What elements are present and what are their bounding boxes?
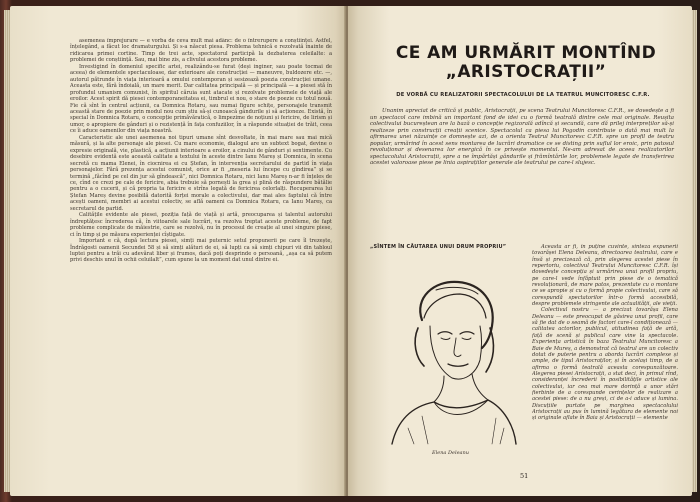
portrait-sketch (378, 268, 520, 446)
page-number: 51 (520, 472, 529, 480)
left-paragraph-2: Investigind în domeniul specific artei, realizându-se furat (deși inginer, sau poate tocmai de aceea) de elementele spectaculoase, dar exterioare ale construcției — maneuvre, buldozere etc. —, autorul pătrunde în viața interioară a omului contemporan și sesizează poezia construcției umane. Aceasta este, fără îndoială, un mare merit. Dar calitatea principală — și principală — a piesei stă în profundul umanism comunist, în spiritul căruia sunt atacate și rezolvate problemele de viață ale eroilor. Acest spirit dă piesei contemporaneitatea ei, timbrul ei nou, o stare de poezie cu totul nouă. Fie că sînt în centrul acțiunii, ca Domnica Rotaru, sau numai figure schițe, personajele transmit această stare de poezie prin modul nou cum știu să-și cunoască gândurile și să acționeze. Există, în special în Domnica Rotaru, o concepție primăvăratică, o limpezime de noțiuni și fericire, de lirism și umor, o apropiere de gânduri și o rezistență în fața confuziilor, în a răspunde situației de trăit, ceea ce îi aduce oamenilor din viața noastră. (70, 63, 332, 135)
left-paragraph-1: asemenea împrejurare — e vorba de ceva mult mai adânc: de o întrerupere a conștiinței. Astfel, înțelegând, a făcut loc dramaturgului. Și s-a născut piesa. Problema tehnică e rezolvată înainte de ridicarea primei cortine. Timp de trei acte, spectatorul participă la dezbaterea celeilalte: a problemei de conștiință. Sau, mai bine zis, a clivului acestora probleme. (70, 38, 332, 64)
left-paragraph-5: Important e că, după lectura piesei, simți mai puternic setul propunerii pe care îl trezește, Îndrăgosti oamenii Secundei 58 și să simți alături de ei, să lupți ca să simți chipuri vii din tabloul luptei pentru a trăi cu adevărat liber și frumos, dacă poți desprinde o persoană, „așa ca să putem privi deschis unul în ochii celuilalt”, cum spune la un moment dat unul dintre ei. (70, 238, 332, 264)
article-subtitle: DE VORBĂ CU REALIZATORII SPECTACOLULUI DE LA TEATRUL MUNCITORESC C.F.R. (396, 92, 650, 98)
intro-paragraph: Unanim apreciat de critică și public, Aristocrații, pe scena Teatrului Muncitoresc C.F.R., se dovedește a fi un spectacol care imbină un important fond de idei cu o formă teatrală dintre cele mai originale. Reușita colectivului bucureștean are la bază o concepție regizorală adîncă și secundă, care dă prilej interpreților să-și realizeze prin construcții creații scenice. Spectacolul ca piesa lui Pogodin contribuie o dată mai mult la afirmarea unei năzuințe ce domnește azi, de a orienta Teatrul Muncitoresc C.F.R. spre un profil de teatru popular, urmărind în acest sens montarea de lucrări dramatice ce se disting prin suflul lor eroic, prin patosul revoluționar și desenarea lor energică în ce privește momentul. Ne-am adresat de aceea realizatorilor spectacolului Aristocrații, spre a ne împărtăși gândurile și frămîntările lor, problemele legate de transferirea acestei valoroase piese pe linia aspirațiilor generale ale teatrului pe care-l slujesc. (370, 108, 674, 167)
right-paragraph-1: Aceasta ar fi, în puține cuvinte, sinteza expunerii tovarășei Elena Deleanu, directoarea teatrului, care e însă și precizează că, prin alegerea acestei piese în repertoriu, colectivul Teatrului Muncitoresc C.F.R. își dovedește concepția și urmărirea unui profil propriu, pe care-l vede înfăptuit prin piese de o tematică revoluționară, de mare patos, prezentate cu o montare ce se apropie și cu o formă propie colectivului, care să corespundă spectatorilor într-o formă accesibilă, despre problemele stringente ale actualității, ale vieții. (532, 244, 678, 308)
article-title-line-1: CE AM URMĂRIT MONTÎND (395, 43, 657, 63)
article-title-line-2: „ARISTOCRAȚII” (445, 62, 607, 82)
right-page (348, 6, 692, 496)
section-heading: „SÎNTEM ÎN CĂUTAREA UNUI DRUM PROPRIU” (370, 244, 507, 250)
page-edge-right (692, 10, 697, 492)
article-title (386, 44, 666, 82)
left-paragraph-4: Calitățile evidente ale piesei, poziția față de viață și artă, preocuparea și talentul autorului îndreptățesc încrederea că, în viitoarele sale lucrări, va rezolva treptat aceste probleme, de fapt probleme complicate de măiestrie, care se rezolvă, nu în procesul de creație al unei singure piese, ci în timp și pe măsura experienței cîștigate. (70, 212, 332, 238)
portrait-caption: Elena Deleanu (432, 450, 469, 456)
right-column-text (532, 244, 678, 474)
left-page (10, 6, 346, 496)
left-paragraph-3: Caracteristic ale unei asemenea noi tipuri umane sînt desvoltate, în mai mare sau mai mică măsură, și la alte personaje ale piesei. Cu mare economie, dialogul are un subtext bogat, devine o expresie originală, vie, plastică, a acțiunii interioare a eroilor, a cinului de gânduri și sentimente. Cu desebire evidentă este această calitate a textului în aceste dintre Ianu Mareș și Domnica, în scena secretă cu mama Elenei, în ciocnirea ei cu Ștefan, în intervenția secretarului de partid în viața personajelor. Fără prezența acestui comunist, orice ar fi „meseria lui începe cu gîndirea” și se termină „făcînd pe cel din jur să gîndească”, nici Domnica Rotaru, nici Ianu Mareș n-ar fi înțeles de ce, cînd ce crezi pe cale de fericire, abia trebuie să pornești la grea și plină de răspundere bătălie pentru a o cucerii, și că propria ta fericire e strîns legată de fericirea celorlalți. Recuperarea lui Ștefan Mareș devine posibilă datorită forței morale a colectivului, dar mai ales faptului că între acești oameni, membri ai acestui colectiv, se află oameni ca Domnica Rotaru, ca Ianu Mareș, ca secretarul de partid. (70, 134, 332, 212)
article-intro (370, 108, 674, 167)
right-paragraph-2: Colectivul nostru — a precizat tovarășa Elena Deleanu — este preocupat de găsirea unui profil, care să fie dat de o seamă de factori care-l condiționează — calitatea actorilor, publicul, atitudinea față de artă, față de scenă și publicul care vine la spectacole. Experiența artistică în baza Teatrului Muncitoresc a Baie de Mureș, a demonstrat că teatrul are un colectiv dotat de puterie pentru a aborda lucrări complexe și ample, de tipul Aristocraților, și în același timp, de a afirma o formă teatrală aceasta corespunzătoare. Alegerea piesei Aristocrații, a stat deci, în primul rînd, consideranței încrederii în posibilitățile artistice ale colectivului, iar cea mai mare dorință a unor stări fierbinte de a corespunde cerințelor de realizare a acestei piese: de a nu greși, ci de a-i aduce și lumina. Discuțiile purtate pe marginea spectacolului Aristocrații au pus în lumină legătura de elemente noi și originale aflate în Baia și Aristocrații — elemente (532, 307, 678, 422)
left-page-text (70, 38, 332, 478)
